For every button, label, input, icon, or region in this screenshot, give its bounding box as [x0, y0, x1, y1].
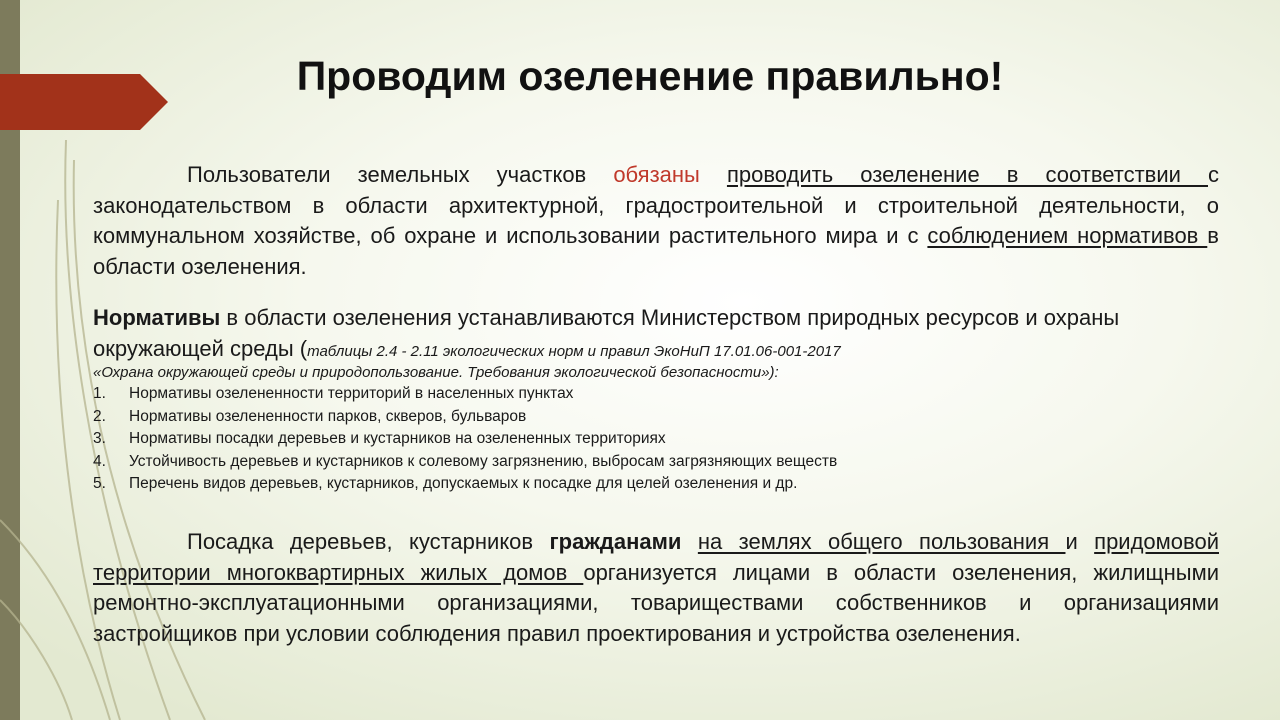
underline-public-lands: на землях общего пользования — [697, 529, 1066, 554]
list-text: Нормативы озелененности парков, скверов, бульваров — [129, 407, 527, 425]
underline-compliance: проводить озеленение в соответствии — [726, 162, 1208, 187]
list-item — [93, 428, 837, 451]
list-text: Перечень видов деревьев, кустарников, допускаемых к посадке для целей озеленения и др. — [129, 475, 798, 493]
underline-norms: соблюдением нормативов — [927, 223, 1208, 248]
list-item — [93, 451, 837, 474]
list-number: 2. — [93, 407, 106, 425]
p1-text-a: Пользователи земельных участков — [187, 162, 614, 187]
paragraph-obligation — [93, 160, 1219, 282]
list-text: Устойчивость деревьев и кустарников к солевому загрязнению, выбросам загрязняющих веществ — [129, 452, 838, 470]
underline-courtyard: придомовой территории многоквартирных жилых домов — [93, 529, 1219, 585]
p3-text-c: и — [1065, 529, 1095, 554]
paragraph-planting — [93, 527, 1219, 649]
slide-title: Проводим озеленение правильно! — [296, 53, 1004, 99]
list-text: Нормативы посадки деревьев и кустарников на озелененных территориях — [129, 430, 666, 448]
norms-list — [93, 383, 837, 496]
p3-text-a: Посадка деревьев, кустарников — [187, 529, 550, 554]
list-item — [93, 406, 837, 429]
list-number: 4. — [93, 452, 106, 470]
p1-text-d: в области озеленения. — [93, 223, 1219, 279]
p3-text-b — [681, 529, 697, 554]
p1-text-c: с законодательством в области архитектурной, градостроительной и строительной деятельности, о коммунальном хозяйстве, об охране и использовании растительного мира и с — [93, 162, 1219, 248]
list-text: Нормативы озелененности территорий в населенных пунктах — [129, 385, 574, 402]
list-item — [93, 473, 837, 496]
list-number: 1. — [93, 385, 106, 402]
p1-text-b — [700, 162, 727, 187]
norms-heading: Нормативы — [93, 305, 221, 330]
norms-source-2: «Охрана окружающей среды и природопользование. Требования экологической безопасности»): — [93, 364, 779, 381]
highlight-citizens: гражданами — [549, 529, 682, 554]
norms-source-1: таблицы 2.4 - 2.11 экологических норм и правил ЭкоНиП 17.01.06-001-2017 — [307, 343, 841, 360]
paragraph-norms — [93, 302, 1219, 364]
highlight-obliged: обязаны — [613, 162, 700, 187]
list-item — [93, 383, 837, 406]
norms-text: в области озеленения устанавливаются Министерством природных ресурсов и охраны окружающей среды ( — [93, 305, 1120, 361]
list-number: 3. — [93, 430, 106, 448]
p3-text-d: организуется лицами в области озеленения, жилищными ремонтно-эксплуатационными организациями, товариществами собственников и организациями застройщиков при условии соблюдения правил проектирования и устройства озеленения. — [93, 559, 1219, 646]
list-number: 5. — [93, 475, 106, 493]
